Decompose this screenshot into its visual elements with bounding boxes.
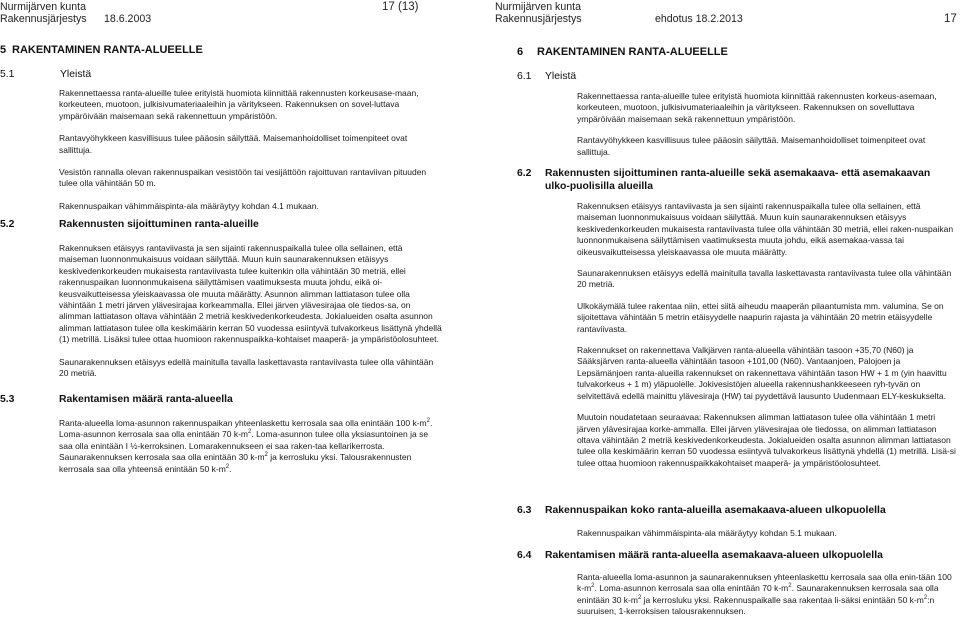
text-run: ja kerrosluku yksi. Rakennuspaikalle saa rakentaa li-säksi enintään 50 k-m bbox=[641, 594, 924, 605]
right-section-heading bbox=[517, 46, 728, 59]
subsection-number: 6.2 bbox=[517, 168, 532, 179]
paragraph: Vesistön rannalla olevan rakennuspaikan vesistöön tai vesijättöön rajoittuvan rantaviivan pituuden tulee olla vähintään 50 m. bbox=[59, 167, 427, 189]
right-header-draft: ehdotus 18.2.2013 bbox=[655, 13, 743, 25]
text-run: . Loma-asunnon kerrosala saa olla enintään 70 k-m bbox=[59, 418, 433, 440]
text-run: :n suuruisen, 1-kerroksisen talousrakennuksen. bbox=[577, 594, 935, 617]
left-s51-body bbox=[59, 88, 442, 212]
right-header-doc: Rakennusjärjestys bbox=[495, 13, 582, 25]
right-s61-heading bbox=[517, 70, 576, 83]
paragraph: Rantavyöhykkeen kasvillisuus tulee pääosin säilyttää. Maisemanhoidolliset toimenpiteet ovat sallittuja. bbox=[577, 135, 926, 157]
right-s62-body bbox=[577, 201, 957, 469]
superscript: 2 bbox=[248, 429, 252, 436]
left-header-doc: Rakennusjärjestys bbox=[0, 13, 87, 25]
superscript: 2 bbox=[637, 594, 642, 601]
right-s64-body bbox=[577, 572, 957, 618]
right-s63-heading bbox=[517, 504, 886, 517]
subsection-number: 6.1 bbox=[517, 71, 532, 82]
left-s52-body bbox=[59, 243, 442, 379]
paragraph: Saunarakennuksen etäisyys edellä mainitulla tavalla laskettavasta rantaviivasta tulee olla vähintään 20 metriä. bbox=[577, 268, 952, 290]
subsection-title: Rakennusten sijoittuminen ranta-alueille bbox=[59, 219, 259, 230]
left-page-number: 17 (13) bbox=[382, 1, 419, 13]
section-number: 6 bbox=[517, 46, 524, 58]
left-s51-heading bbox=[0, 68, 91, 81]
superscript: 2 bbox=[923, 594, 928, 601]
superscript: 2 bbox=[426, 418, 430, 425]
text-run: Ranta-alueella loma-asunnon ja saunarakennuksen yhteenlaskettu kerrosala saa olla enin-tään 100 k-m bbox=[577, 572, 952, 594]
paragraph: Rakennuksen etäisyys rantaviivasta ja sen sijainti rakennuspaikalla tulee olla sellainen, että maiseman luonnonmukaisuus voidaan säilyttää. Muun kuin saunarakennuksen etäisyys keskivedenkorkeuden mukaisesta rantaviivasta tulee olla vähintään 30 metriä, ellei raken-nuspaikan luonnonmukaisena säilyttämisen vaatimuksesta muuta johdu, eikä asemakaa-vassa tai oikeusvaikutteisessa yleiskaavassa ole muuta määrätty. bbox=[577, 201, 954, 257]
left-header-date: 18.6.2003 bbox=[104, 13, 152, 25]
subsection-title: Yleistä bbox=[60, 69, 92, 80]
text-run: . Saunarakennuksen kerrosala saa olla enintään 30 k-m bbox=[577, 583, 939, 605]
subsection-number: 5.2 bbox=[0, 219, 15, 230]
paragraph: Muutoin noudatetaan seuraavaa: Rakennuksen alimman lattiatason tulee olla vähintään 1 metri järven ylävesirajaa korke-ammalla. Ellei järven ylävesirajaa ole tiedossa, on alimman lattiatason oltava vähintään 2 metriä keskivedenkorkeudesta. Jokialueiden osalta asunnon alimman lattiatason tulee olla keskimäärin kerran 50 vuodessa esiintyvä tulvakorkeus lisättynä yhdellä (1) metrillä. Lisä-si tulee ottaa huomioon rakennuspaikkakohtaiset maaperä- ja ympäristöolosuhteet. bbox=[577, 412, 956, 468]
subsection-number: 5.3 bbox=[0, 394, 15, 405]
paragraph: Ulkokäymälä tulee rakentaa niin, ettei siitä aiheudu maaperän pilaantumista mm. valumina. Se on sijoitettava vähintään 5 metrin etäisyydelle naapurin rajasta ja vähintään 20 metrin etäisyydelle rantaviivasta. bbox=[577, 300, 944, 334]
right-s62-heading bbox=[517, 167, 957, 193]
right-page-number: 17 bbox=[944, 13, 957, 25]
text-run: Ranta-alueella loma-asunnon rakennuspaikan yhteenlaskettu kerrosala saa olla enintään 100 k-m bbox=[59, 418, 427, 428]
left-header-org: Nurmijärven kunta bbox=[0, 1, 86, 13]
paragraph: Rakennukset on rakennettava Valkjärven ranta-alueella vähintään tasoon +35,70 (N60) ja Sääksjärven ranta-alueella vähintään tasoon +101,00 (N60). Vantaanjoen, Palojoen ja Lepsämänjoen ranta-alueilla rakennukset on rakennettava vähintään tason HW + 1 m (yin haavittu tulvakorkeus + 1 m) yläpuolelle. Jokivesistöjen alueella rakennushankkeeseen ryh-tyvän on selvitettävä edellä mainittu ylävesiraja (HW) tai pyydettävä lausunto Uudenmaan ELY-keskukselta. bbox=[577, 345, 947, 401]
left-s53-heading bbox=[0, 393, 233, 406]
left-s53-body bbox=[59, 418, 442, 475]
subsection-number: 5.1 bbox=[0, 69, 15, 80]
subsection-number: 6.3 bbox=[517, 505, 532, 516]
text-run: ja kerrosluku yksi. Talousrakennusten kerrosala saa olla yhteensä enintään 50 k-m bbox=[59, 452, 412, 474]
paragraph bbox=[59, 418, 442, 475]
left-section-heading bbox=[0, 44, 203, 57]
section-number: 5 bbox=[0, 44, 7, 56]
section-title: RAKENTAMINEN RANTA-ALUEELLE bbox=[537, 46, 728, 58]
right-s64-heading bbox=[517, 549, 883, 562]
superscript: 2 bbox=[225, 463, 230, 470]
subsection-title: Yleistä bbox=[545, 71, 577, 82]
subsection-number: 6.4 bbox=[517, 550, 532, 561]
superscript: 2 bbox=[788, 583, 792, 590]
paragraph: Rakennuksen etäisyys rantaviivasta ja sen sijainti rakennuspaikalla tulee olla sellainen, että maiseman luonnonmukaisuus voidaan säilyttää. Muun kuin saunarakennuksen etäisyys keskivedenkorkeuden mukaisesta rantaviivasta tulee kuitenkin olla vähintään 30 metriä, ellei rakennuspaikan luonnonmukaisena säilyttämisen vaatimuksesta muuta johdu, eikä oi-keusvaikutteisessa yleiskaavassa ole muuta määrätty. Asunnon alimman lattiatason tulee olla vähintään 1 metri järven ylävesirajaa korkeammalla. Ellei järven ylävesirajaa ole tiedos-sa, on alimman lattiatason oltava vähintään 2 metriä keskivedenkorkeudesta. Jokialueiden osalta asunnon alimman lattiatason tulee olla keskimäärin kerran 50 vuodessa esiintyvä tulvakorkeus lisättynä yhdellä (1) metrillä. Lisäksi tulee ottaa huomioon rakennuspaikka-kohtaiset maaperä- ja ympäristöolosuhteet. bbox=[59, 243, 442, 345]
paragraph: Rakennettaessa ranta-alueille tulee erityistä huomiota kiinnittää rakennusten korkeusase-maan, korkeuteen, muotoon, julkisivumateriaaleihin ja väritykseen. Rakennuksen on sovel-luttava ympäröivään maisemaan sekä rakennettuun ympäristöön. bbox=[59, 88, 419, 121]
subsection-title: Rakentamisen määrä ranta-alueella asemakaava-alueen ulkopuolella bbox=[545, 550, 883, 561]
superscript: 2 bbox=[264, 452, 268, 459]
subsection-title: Rakennusten sijoittuminen ranta-alueille sekä asemakaava- että asemakaavan ulko-puolisilla alueilla bbox=[545, 168, 931, 192]
section-title: RAKENTAMINEN RANTA-ALUEELLE bbox=[12, 44, 203, 56]
subsection-title: Rakentamisen määrä ranta-alueella bbox=[59, 394, 233, 405]
superscript: 2 bbox=[591, 583, 595, 590]
paragraph: Rantavyöhykkeen kasvillisuus tulee pääosin säilyttää. Maisemanhoidolliset toimenpiteet ovat sallittuja. bbox=[59, 133, 408, 155]
subsection-title: Rakennuspaikan koko ranta-alueilla asemakaava-alueen ulkopuolella bbox=[545, 505, 886, 516]
left-s52-heading bbox=[0, 218, 259, 231]
right-header-org: Nurmijärven kunta bbox=[495, 1, 581, 13]
text-run: . bbox=[229, 463, 232, 474]
paragraph: Saunarakennuksen etäisyys edellä mainitulla tavalla laskettavasta rantaviivasta tulee olla vähintään 20 metriä. bbox=[59, 356, 434, 379]
text-run: . Loma-asunnon tulee olla yksiasuntoinen ja se saa olla enintään I ½-kerroksinen. Lomarakennukseen ei saa raken-taa kellarikerrosta. Saunarakennuksen kerrosala saa olla enintään 30 k-m bbox=[59, 429, 429, 463]
paragraph: Rakennuspaikan vähimmäispinta-ala määräytyy kohdan 5.1 mukaan. bbox=[577, 528, 837, 538]
text-run: . Loma-asunnon kerrosala saa olla enintään 70 k-m bbox=[594, 583, 789, 594]
right-s61-body bbox=[577, 91, 957, 158]
paragraph: Rakennettaessa ranta-alueille tulee erityistä huomiota kiinnittää rakennusten korkeus-asemaan, korkeuteen, muotoon, julkisivumateriaaleihin ja väritykseen. Rakennuksen on sovelluttava ympäröivään maisemaan sekä rakennettuun ympäristöön. bbox=[577, 91, 937, 124]
paragraph bbox=[577, 572, 957, 618]
right-s63-body bbox=[577, 528, 957, 539]
paragraph: Rakennuspaikan vähimmäispinta-ala määräytyy kohdan 4.1 mukaan. bbox=[59, 200, 319, 211]
